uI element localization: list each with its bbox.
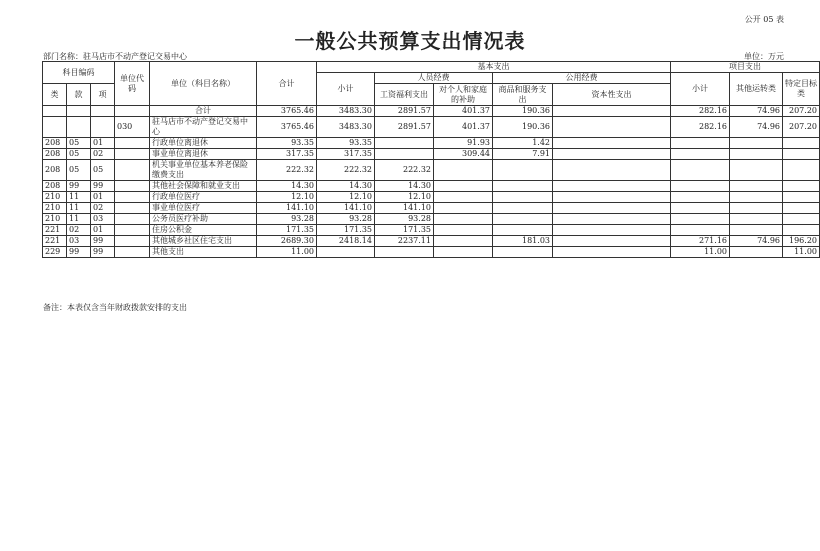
cell-wages: 12.10 [375,192,434,203]
cell-total: 222.32 [257,160,317,181]
cell-wages: 2891.57 [375,106,434,117]
cell-basic-subtotal: 2418.14 [317,236,375,247]
cell-specific-target: 207.20 [783,106,820,117]
header-unit-code: 单位代码 [115,62,150,106]
cell-lei: 210 [43,214,67,225]
cell-individual: 91.93 [434,138,493,149]
cell-unit-code [115,181,150,192]
cell-lei: 210 [43,192,67,203]
cell-basic-subtotal: 171.35 [317,225,375,236]
cell-project-subtotal [671,138,730,149]
cell-wages: 141.10 [375,203,434,214]
cell-basic-subtotal: 14.30 [317,181,375,192]
page-title: 一般公共预算支出情况表 [294,29,526,53]
cell-total: 3765.46 [257,106,317,117]
cell-project-subtotal [671,181,730,192]
cell-project-subtotal [671,225,730,236]
cell-total: 171.35 [257,225,317,236]
cell-basic-subtotal: 93.35 [317,138,375,149]
cell-wages [375,149,434,160]
header-personnel-funds: 人员经费 [375,73,493,84]
cell-total: 2689.30 [257,236,317,247]
cell-other-transfer [730,192,783,203]
cell-goods: 181.03 [493,236,553,247]
cell-specific-target [783,181,820,192]
cell-specific-target [783,160,820,181]
cell-goods [493,247,553,258]
cell-capital [553,247,671,258]
cell-capital [553,106,671,117]
cell-capital [553,214,671,225]
table-row [43,149,820,160]
unit-label: 单位：万元 [744,52,784,61]
cell-name: 住房公积金 [150,225,257,236]
cell-total: 93.35 [257,138,317,149]
cell-unit-code [115,138,150,149]
cell-name: 机关事业单位基本养老保险缴费支出 [150,160,257,181]
cell-other-transfer [730,247,783,258]
cell-kuan: 11 [67,203,91,214]
cell-total: 3765.46 [257,117,317,138]
cell-basic-subtotal: 317.35 [317,149,375,160]
header-specific-target: 特定目标类 [783,73,820,106]
cell-lei [43,106,67,117]
cell-xiang: 99 [91,247,115,258]
cell-kuan: 99 [67,247,91,258]
cell-capital [553,138,671,149]
table-row [43,181,820,192]
header-basic-expenditure: 基本支出 [317,62,671,73]
cell-lei: 229 [43,247,67,258]
cell-basic-subtotal: 222.32 [317,160,375,181]
cell-basic-subtotal: 12.10 [317,192,375,203]
header-basic-subtotal: 小计 [317,73,375,106]
cell-wages [375,138,434,149]
cell-name: 行政单位离退休 [150,138,257,149]
cell-specific-target [783,192,820,203]
cell-goods: 190.36 [493,117,553,138]
cell-project-subtotal [671,214,730,225]
cell-other-transfer [730,214,783,225]
cell-lei: 210 [43,203,67,214]
table-row [43,225,820,236]
header-individual-subsidy: 对个人和家庭的补助 [434,84,493,106]
cell-individual [434,192,493,203]
cell-xiang: 02 [91,149,115,160]
table-row [43,138,820,149]
cell-wages: 93.28 [375,214,434,225]
cell-lei: 208 [43,160,67,181]
cell-kuan: 11 [67,214,91,225]
cell-individual [434,160,493,181]
table-row [43,192,820,203]
cell-other-transfer [730,138,783,149]
cell-other-transfer [730,203,783,214]
cell-xiang: 02 [91,203,115,214]
cell-individual [434,203,493,214]
cell-capital [553,203,671,214]
cell-xiang [91,106,115,117]
cell-lei: 221 [43,236,67,247]
table-row [43,214,820,225]
cell-xiang: 01 [91,225,115,236]
cell-goods [493,225,553,236]
cell-name: 合计 [150,106,257,117]
cell-specific-target [783,149,820,160]
cell-goods [493,160,553,181]
cell-basic-subtotal: 3483.30 [317,106,375,117]
header-other-transfer: 其他运转类 [730,73,783,106]
cell-unit-code [115,149,150,160]
cell-other-transfer: 74.96 [730,106,783,117]
header-lei: 类 [43,84,67,106]
header-total: 合计 [257,62,317,106]
cell-basic-subtotal [317,247,375,258]
cell-xiang: 03 [91,214,115,225]
cell-wages: 14.30 [375,181,434,192]
cell-other-transfer [730,160,783,181]
cell-specific-target: 196.20 [783,236,820,247]
cell-kuan: 05 [67,138,91,149]
cell-unit-code [115,192,150,203]
header-kuan: 款 [67,84,91,106]
header-public-funds: 公用经费 [493,73,671,84]
header-unit-name: 单位（科目名称） [150,62,257,106]
cell-basic-subtotal: 141.10 [317,203,375,214]
cell-goods [493,214,553,225]
cell-name: 其他城乡社区住宅支出 [150,236,257,247]
cell-kuan [67,106,91,117]
cell-specific-target [783,138,820,149]
form-number: 公开 05 表 [744,15,784,24]
cell-goods [493,181,553,192]
cell-name: 事业单位医疗 [150,203,257,214]
header-wages: 工资福利支出 [375,84,434,106]
cell-name: 驻马店市不动产登记交易中心 [150,117,257,138]
cell-kuan: 03 [67,236,91,247]
cell-other-transfer [730,225,783,236]
cell-total: 11.00 [257,247,317,258]
table-row [43,247,820,258]
cell-lei: 208 [43,181,67,192]
cell-unit-code [115,214,150,225]
cell-kuan: 99 [67,181,91,192]
cell-lei: 221 [43,225,67,236]
cell-unit-code [115,225,150,236]
cell-unit-code [115,236,150,247]
cell-total: 141.10 [257,203,317,214]
table-row [43,160,820,181]
cell-xiang: 01 [91,192,115,203]
cell-xiang [91,117,115,138]
cell-project-subtotal [671,149,730,160]
cell-specific-target [783,214,820,225]
header-goods-services: 商品和服务支出 [493,84,553,106]
cell-total: 93.28 [257,214,317,225]
cell-unit-code [115,160,150,181]
cell-lei [43,117,67,138]
table-row [43,203,820,214]
cell-goods: 190.36 [493,106,553,117]
header-capital: 资本性支出 [553,84,671,106]
cell-capital [553,192,671,203]
cell-total: 14.30 [257,181,317,192]
cell-goods [493,203,553,214]
cell-name: 事业单位离退休 [150,149,257,160]
cell-wages: 222.32 [375,160,434,181]
cell-wages: 2237.11 [375,236,434,247]
header-project-subtotal: 小计 [671,73,730,106]
cell-wages: 2891.57 [375,117,434,138]
cell-wages: 171.35 [375,225,434,236]
cell-name: 其他社会保障和就业支出 [150,181,257,192]
cell-capital [553,117,671,138]
cell-xiang: 01 [91,138,115,149]
cell-capital [553,160,671,181]
cell-name: 行政单位医疗 [150,192,257,203]
cell-unit-code: 030 [115,117,150,138]
cell-goods: 1.42 [493,138,553,149]
header-xiang: 项 [91,84,115,106]
cell-basic-subtotal: 3483.30 [317,117,375,138]
cell-other-transfer: 74.96 [730,117,783,138]
cell-name: 其他支出 [150,247,257,258]
cell-individual [434,247,493,258]
cell-wages [375,247,434,258]
cell-name: 公务员医疗补助 [150,214,257,225]
cell-total: 12.10 [257,192,317,203]
cell-kuan: 05 [67,160,91,181]
cell-lei: 208 [43,149,67,160]
cell-individual [434,181,493,192]
cell-kuan: 11 [67,192,91,203]
cell-capital [553,181,671,192]
cell-kuan: 05 [67,149,91,160]
cell-other-transfer: 74.96 [730,236,783,247]
cell-lei: 208 [43,138,67,149]
cell-project-subtotal [671,192,730,203]
cell-goods [493,192,553,203]
cell-xiang: 05 [91,160,115,181]
footnote: 备注：本表仅含当年财政拨款安排的支出 [43,303,187,312]
cell-kuan: 02 [67,225,91,236]
table-row [43,117,820,138]
cell-individual [434,214,493,225]
table-row [43,106,820,117]
cell-project-subtotal: 11.00 [671,247,730,258]
cell-individual [434,236,493,247]
cell-specific-target: 207.20 [783,117,820,138]
cell-individual [434,225,493,236]
cell-specific-target [783,225,820,236]
table-row [43,236,820,247]
cell-unit-code [115,106,150,117]
cell-unit-code [115,247,150,258]
cell-capital [553,149,671,160]
budget-table [42,61,820,258]
cell-basic-subtotal: 93.28 [317,214,375,225]
cell-specific-target: 11.00 [783,247,820,258]
cell-unit-code [115,203,150,214]
cell-specific-target [783,203,820,214]
header-subject-code: 科目编码 [43,62,115,84]
cell-xiang: 99 [91,236,115,247]
department-label: 部门名称：驻马店市不动产登记交易中心 [43,52,187,61]
cell-project-subtotal [671,203,730,214]
cell-project-subtotal [671,160,730,181]
cell-capital [553,236,671,247]
cell-project-subtotal: 282.16 [671,106,730,117]
cell-individual: 401.37 [434,106,493,117]
cell-other-transfer [730,149,783,160]
cell-total: 317.35 [257,149,317,160]
cell-kuan [67,117,91,138]
cell-individual: 309.44 [434,149,493,160]
cell-capital [553,225,671,236]
cell-individual: 401.37 [434,117,493,138]
cell-goods: 7.91 [493,149,553,160]
header-project-expenditure: 项目支出 [671,62,820,73]
cell-project-subtotal: 282.16 [671,117,730,138]
cell-other-transfer [730,181,783,192]
cell-project-subtotal: 271.16 [671,236,730,247]
cell-xiang: 99 [91,181,115,192]
